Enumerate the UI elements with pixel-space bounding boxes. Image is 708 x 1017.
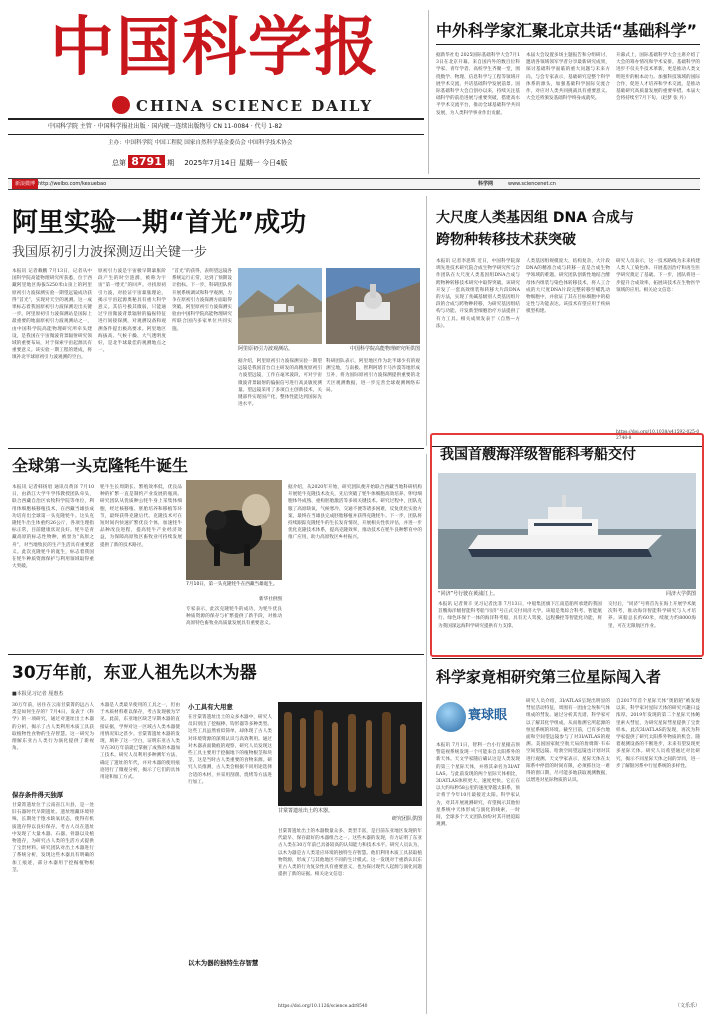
cloned-yak-photo [186,480,282,580]
ancestors-box2: 小工具有大用意 [188,703,233,711]
dna-headline-line2: 跨物种转移技术获突破 [436,232,576,248]
observatory-photo [238,268,322,344]
dna-body-1: 本报讯 记者李思辉 近日，中国科学院深圳先进技术研究院合成生物学研究所与合作团队在大尺度人类基因组DNA合成与跨物种转移技术研究中取得突破。该研究开发了一套高效组装和转移大片段DNA的方法，实现了兆碱基级别人类基因组片段的合成与跨物种转移，为研究基因组结构与功能、开发新型细胞治疗方法提供了有力工具。相关成果发表于《自然—方法》。 [436,259,520,329]
ancestors-body-3: 木器是人类最早使用的工具之一，但由于木质材料难以保存，考古发现极为罕见。此前，东亚地区缺乏早期木器的直接证据，学界对这一区域古人类木器使用情况知之甚少。甘棠箐遗址木器的发现，填补了这一空白，证明东亚古人类早在30万年前就已掌握了成熟的木器加工技术。研究人员利用多种测年方法，确定了遗址的年代，并对木器的使用痕迹进行了微观分析，揭示了它们的具体用途和加工方式。 [100,703,180,781]
sponsor-line: 中国科学院 主管 · 中国科学报社出版 · 国内统一连续出版物号 CN 11-0084 · 代号 1-82 [48,123,283,130]
site-link[interactable]: www.sciencenet.cn [508,181,556,187]
top-right-underline [436,44,700,45]
ship-body-1: 本报讯 记者黄辛 见习记者沈菲 7月13日，中船集团旗下江南造船所承建的我国首艘海洋级智能科考船“同济”号正式交付同济大学。该船是集综合科考、智能航行、绿色环保于一体的海洋科考船，具有无人驾驶、远程操控等智能化功能，将为我国深远海科学研究提供有力支撑。 [438,602,602,629]
star-body-1: 本报讯 7月1日，智利一台小行星撞击预警巡视系统发现一个可能来自太阳系外的新天体。天文学家随后确认这是人类发现的第三个星际天体，并将其命名为3I/ATLAS。与此前发现的两个星际天体相比，3I/ATLAS体积更大、速度更快。它正在以大约每秒58公里的速度穿越太阳系，预计将于今年10月最接近太阳。科学家认为，对其开展观测研究，有望揭示其他恒星系统中天体形成与演化的线索，一时间，全球多个天文团队纷纷对其开展追踪观测。 [436,743,520,828]
dna-body-3: 研究人员表示，这一技术路线为未来构建人类人工染色体、开展基因治疗和再生医学研究奠定了基础。下一步，团队将进一步提升合成效率，拓展该技术在生物医学领域的应用。相关论文信息： [616,259,700,293]
wooden-tools-photo [278,702,422,806]
ancestors-photo-credit: 研究团队供图 [391,816,422,822]
site-label: 科学网 [478,181,494,187]
masthead-title: 中国科学报 [50,10,380,85]
issue-suffix: 期 [167,159,175,167]
masthead-rule-2 [8,134,424,135]
issue-label: 总第 [112,159,126,167]
divider-lower [426,454,427,1014]
yak-credit: 新华社供图 [259,597,282,602]
host-line: 主办：中国科学院 中国工程院 国家自然科学基金委员会 中国科学技术协会 [108,140,293,146]
globe-icon [436,702,466,732]
yak-caption: 7月10日，第一头克隆牦牛在西藏当雄诞生。 [186,582,278,587]
lead-headline: 阿里实验一期“首光”成功 [12,208,307,238]
dna-body-2: 人类基因组规模庞大、结构复杂，大片段DNA的精准合成与转移一直是合成生物学领域的难题。研究团队创新性地结合酵母体内组装与染色体转移技术，将人工合成的大尺度DNA片段完整转移至哺乳动物细胞中，并验证了其在目标细胞中的稳定性与功能表达。该技术有望应用于疾病模型构建。 [526,259,610,315]
ancestors-body-1: 30万年前，居住在云南甘棠箐的远古人类是如何生存的？7月4日，发表于《科学》的一项研究，通过对遗址出土木器的分析，揭示了古人类利用木质工具获取植物性食物的生存智慧。这一研究为理解东亚古人类行为演化提供了新视角。 [12,703,94,752]
ancestors-box3: 以木为器的独特生存智慧 [188,959,259,967]
top-right-headline: 中外科学家汇聚北京共话“基础科学” [436,21,698,40]
cloned-body-3: 专家表示，此次克隆牦牛的成功，为牦牛优良种质资源的保存与扩繁提供了新手段，对推动高原特色畜牧业高质量发展具有重要意义。 [186,607,282,627]
divider-lead [426,196,427,446]
top-right-body-2: 本届大会设置多场主题报告和分组研讨，邀请各领域领军学者分享最新研究成果，探讨基础科学面临的重大问题与未来方向。与会专家表示，基础研究是整个科学体系的源头，加强基础科学国际交流合作，对应对人类共同挑战具有重要意义。大会还将颁发基础科学终身成就奖。 [526,53,610,102]
ship-caption: “同济”号行驶在黄浦江上。 [438,591,499,597]
ancestors-photo [278,702,422,806]
star-badge-label: 寰球眼 [468,708,508,723]
ancestors-body-4: 在甘棠箐遗址出土的众多木器中，研究人员识别出了挖掘棒、钩形器等多种类型。这些工具虽然看似简单，却体现了古人类对环境资源的深刻认识与高效利用。通过对木器表面微痕的观察，研究人员发现这些工具主要用于挖掘地下的植物根茎和块茎，这是当时古人类重要的食物来源。研究人员推测，古人类会根据不同用途选择合适的木材，并采用刮削、烧烤等方法进行加工。 [188,715,272,785]
rule-mid-left [8,448,424,449]
top-right-body-3: 开幕式上，国际基础科学大会主席介绍了大会的筹办情况和学术安排。基础科学的进步不仅关乎技术革新，更是推动人类文明进步的根本动力。加强科技领域的国际合作，促进人才培养和学术交流，是推动基础研究高质量发展的重要举措。本届大会将持续至7月下旬。（赵梦 张 丹） [616,53,700,102]
masthead-rule [8,118,424,120]
lead-photo2-caption: 中国科学院高能物理研究所供图 [349,346,420,352]
yak-photo [186,480,282,580]
ship-body-2: 交付后，“同济”号将首先在海上开展学术航次科考，推动海洋智能科学研究与人才培养。该船总长约60米，续航力约8000海里，可在无限航区作业。 [608,602,696,629]
ship-headline: 我国首艘海洋级智能科考船交付 [440,447,636,463]
ship-photo [438,473,696,589]
star-sign: （文乐乐） [674,1003,700,1009]
dna-headline-line1: 大尺度人类基因组 DNA 合成与 [436,210,634,226]
ancestors-body-5: 甘棠箐遗址出土的木器数量众多、类型丰富，是目前东亚地区发现的年代最早、保存最好的木器组合之一。这些木器的发现，有力证明了东亚古人类在30万年前已具备较高的认知能力和技术水平。研究人员认为，以木为器是古人类适应环境的独特生存智慧。他们利用木质工具获取植物资源，形成了与其他地区不同的生计模式。这一发现对于重新认识东亚古人类的行为复杂性具有重要意义，也为探讨现代人起源与演化问题提供了新的证据。相关论文信息： [278,829,422,878]
lead-photo-1 [238,268,322,344]
cloned-body-2: 牦牛生长周期长、繁殖效率低，优良品种的扩繁一直是制约产业发展的瓶颈。研究团队从优质种公牦牛身上采集体细胞，经过核移植、胚胎培养和移植等环节，最终获得克隆后代。克隆技术可在短时间内快速扩繁优良个体，加速牦牛品种改良进程，提高牦牛产业经济效益，为保障高原牧区畜牧业可持续发展提供了新的技术路径。 [100,485,182,548]
web-strip [8,178,700,190]
ancestors-headline: 30万年前，东亚人祖先以木为器 [12,663,257,683]
issue-number: 8791 [128,155,165,168]
masthead [8,6,426,176]
lead-body-3: “首光”的获得，表明望远镜各系统运行正常，达到了预期设计指标。下一步，科研团队将开展系统调试和科学观测，力争在原初引力波探测方面取得突破。阿里原初引力波探测实验由中国科学院高能物理研究所联合国内多家单位共同实施。 [172,269,232,332]
ancestors-body-2: 甘棠箐遗址位于云南省江川县，是一处旧石器时代早期遗址。遗址埋藏环境特殊，长期处于饱水缺氧状态，使得有机质遗存得以良好保存。考古人员在遗址中发现了大量木器、石器、骨器以及植物遗存，为研究古人类的生活方式提供了宝贵材料。研究团队对出土木器进行了系统分析，发现这些木器具有明确的加工痕迹，部分木器用于挖掘植物根茎。 [12,803,94,873]
cloned-body-4: 据介绍，从2020年开始，研究团队便开始联合西藏当地科研机构开展牦牛克隆技术攻关，先后突破了牦牛体细胞高效培养、卵母细胞体外成熟、重构胚胎激活等多项关键技术。研究过程中，团队克服了高原缺氧、气候寒冷、交通不便等诸多困难，反复优化实验方案，最终在当雄县完成胚胎移植并获得克隆牦牛。下一步，团队将持续跟踪克隆牦牛的生长发育情况，开展相关性状评估，并进一步优化克隆技术体系，提高克隆效率，推动技术在牦牛良种繁育中的推广应用，助力高原牧区乡村振兴。 [288,485,422,541]
star-badge [436,698,520,738]
masthead-logo-mark [112,96,130,114]
ancestors-box1: 保存条件得天独厚 [12,791,64,799]
dna-link[interactable]: https://doi.org/10.1038/s41592-025-02740-8 [616,430,700,441]
telescope-photo [326,268,420,344]
issue-box [112,154,332,170]
ship-story-frame [430,433,704,657]
top-right-body-1: 据新华社电 2025国际基础科学大会7月13日在北京开幕。来自国内外的数百位科学家、青年学者、高校学生齐聚一堂，围绕数学、物理、信息科学与工程等领域开展学术交流，共话基础科学发展前景。国际基础科学大会自创办以来，持续关注基础科学的前沿进展与重要突破，搭建高水平学术交流平台，推动全球基础科学共同发展，为人类科学事业作出贡献。 [436,53,520,116]
weibo-label: 新浪微博 [12,179,38,189]
lead-body-5: 科研团队表示，阿里地区作为北半球少有的观测宝地，与南极、智利阿塔卡马沙漠等地形成互补，将为国际原初引力波探测提供重要的北天区观测数据，进一步完善全球观测网络布局。 [326,359,420,393]
star-body-2: 研究人员介绍，3I/ATLAS呈现出明显的彗星活动特征，周围有一团由尘埃和气体组成的彗发。通过分析其光谱，科学家可以了解其化学组成，从而推测它所起源的恒星系统的环境。截至目前，已有多台地面和空间望远镜参与了对3I/ATLAS的观测。美国国家航空航天局的詹姆斯·韦布空间望远镜、哈勃空间望远镜也计划对其进行观测。天文学家表示，星际天体在太阳系中停留的时间有限，必须抓住这一难得的窗口期，尽可能多地获取观测数据，以增进对星际物质的认识。 [526,699,610,784]
rule-lower-right [432,658,702,659]
lead-body-1: 本报讯 记者赖鹏 7月13日，记者从中国科学院高能物理研究所获悉，位于西藏阿里地区海拔5250米山顶上的阿里原初引力波探测实验一期望远镜成功获得“首光”，实现对天空的观测。这一成果标志着我国原初引力波探测迈出关键一步。阿里原初引力波探测站是国际上最重要的地面原初引力波观测站之一，由中国科学院高能物理研究所牵头建设，是我国在宇宙微波背景辐射研究领域的重要布局，对于探索宇宙起源具有重要意义。该实验一期工程的建成，将填补北半球原初引力波观测的空白。 [12,269,92,361]
lead-body-2: 原初引力波是宇宙极早期暴胀阶段产生的时空涟漪，被称为宇宙“第一缕光”的回声。寻找原初引力波，对验证宇宙暴胀理论、揭示宇宙起源奥秘具有重大科学意义。其信号极其微弱，只能通过宇宙微波背景辐射的偏振特征进行间接探测，对观测设备和观测条件提出极高要求。阿里地区海拔高、气候干燥、大气透明度好，是北半球最佳的观测地点之一。 [98,269,166,354]
ancestors-byline: ■本报见习记者 厘惠杰 [12,691,64,697]
lead-photo-2 [326,268,420,344]
cloned-body-1: 本报讯 记者韩扬眉 通讯员黄泽 7月10日，由新江大学牛学伟教授团队牵头，联合西藏自治区农牧科学院等单位，利用体细胞核移植技术，在西藏当雄县成功培育出全球第一头克隆牦牛。这头克隆牦牛出生体重约26公斤，各项生理指标正常，目前健康状况良好。牦牛是青藏高原的标志性物种，被誉为“高原之舟”，对当地牧民的生产生活具有重要意义。此次克隆牦牛的诞生，标志着我国在牦牛种质资源保护与利用领域取得重大突破。 [12,485,94,570]
weibo-link[interactable]: http://weibo.com/kexuebao [38,181,107,187]
ancestors-photo-caption: 甘棠箐遗址出土的木器。 [278,808,334,814]
lead-body-4: 据介绍，阿里原初引力波探测实验一期望远镜是我国首台自主研发的高精度原初引力波望远镜，工作在毫米波段，可对宇宙微波背景辐射的偏振信号进行高灵敏度测量。望远镜采用了多项自主创新技术，关键部件实现国产化，整体性能达到国际先进水平。 [238,359,322,408]
masthead-title-en: CHINA SCIENCE DAILY [136,97,374,115]
ship-credit: 同济大学供图 [665,591,696,597]
divider-top [428,10,429,174]
rule-lower-left [8,654,424,655]
issue-date: 2025年7月14日 星期一 今日4版 [184,159,288,167]
lead-photo1-caption: 阿里原初引力波观测站。 [238,346,294,352]
ancestors-link[interactable]: https://doi.org/10.1126/science.adr8540 [278,1004,368,1009]
research-ship-photo [438,473,696,589]
lead-subhead: 我国原初引力波探测迈出关键一步 [12,245,208,260]
star-body-3: 自2017年首个星际天体“奥陌陌”被发现以来，科学家对星际天体的研究兴趣日益浓厚。2019年发现的第二个星际天体鲍里索夫彗星，为研究星际彗星提供了宝贵样本。此次3I/ATLAS的发现，再次为科学家提供了研究太阳系外物质的机会。随着观测设备的不断进步，未来有望发现更多星际天体。研究人员希望通过对比研究，揭示不同星际天体之间的异同，进一步了解银河系中行星系统的多样性。 [616,699,700,769]
cloned-headline: 全球第一头克隆牦牛诞生 [12,456,189,475]
star-headline: 科学家竟相研究第三位星际闯入者 [436,668,662,686]
